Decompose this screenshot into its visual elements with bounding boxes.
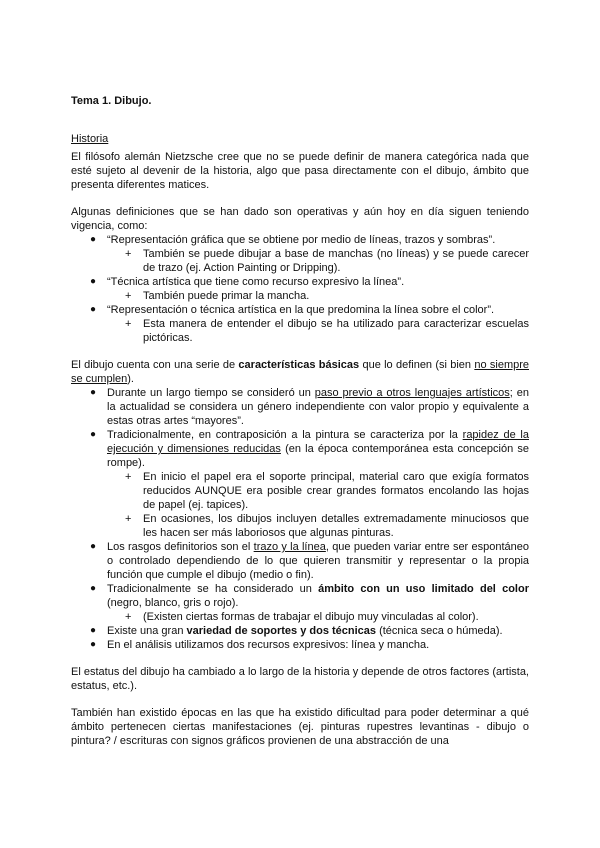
list-item: ● En el análisis utilizamos dos recursos expresivos: línea y mancha. [90,639,430,651]
paragraph-intro: El filósofo alemán Nietzsche cree que no se puede definir de manera categórica nada que esté sujeto al devenir de la historia, algo que pasa directamente con el dibujo, ámbito que presenta diferentes matices. [71,151,529,191]
list-item: ● Durante un largo tiempo se consideró un paso previo a otros lenguajes artísticos; en la actualidad se considera un género independiente con valor propio y equivalente a estas otras artes “mayores”. [90,387,529,427]
paragraph-epochs: También han existido épocas en las que ha existido dificultad para poder determinar a qué ámbito pertenecen ciertas manifestaciones (ej. pinturas rupestres levantinas - dibujo o pintura? / escrituras con signos gráficos provienen de una abstracción de una [71,707,529,747]
bullet-icon: ● [90,625,97,636]
bullet-icon: ● [90,429,97,440]
plus-bullet-icon: + [125,318,132,330]
plus-bullet-icon: + [125,290,132,302]
bullet-icon: ● [90,276,97,287]
document-title: Tema 1. Dibujo. [71,95,152,107]
list-item: ● Tradicionalmente se ha considerado un ámbito con un uso limitado del color (negro, blanco, gris o rojo). + (Existen ciertas formas de trabajar el dibujo muy vinculadas al color). [90,583,529,623]
sub-list-item: + En inicio el papel era el soporte principal, material caro que exigía formatos reducidos AUNQUE era posible crear grandes formatos encolando las hojas de papel (ej. tapices). [125,471,529,511]
characteristics-list [71,386,529,652]
sub-list-item: + (Existen ciertas formas de trabajar el dibujo muy vinculadas al color). [125,611,479,623]
plus-bullet-icon: + [125,513,132,525]
sub-list-item: + En ocasiones, los dibujos incluyen detalles extremadamente minuciosos que les hacen ser más laboriosos que algunas pinturas. [125,513,529,539]
bullet-icon: ● [90,304,97,315]
bullet-icon: ● [90,234,97,245]
sub-list-item: + También puede primar la mancha. [125,290,310,302]
plus-bullet-icon: + [125,248,132,260]
paragraph-status: El estatus del dibujo ha cambiado a lo largo de la historia y depende de otros factores (artista, estatus, etc.). [71,666,529,692]
document-body [71,94,529,748]
plus-bullet-icon: + [125,471,132,483]
definitions-list [71,233,529,345]
list-item: ● Tradicionalmente, en contraposición a la pintura se caracteriza por la rapidez de la ejecución y dimensiones reducidas (en la época contemporánea esta concepción se rompe). + En inicio el papel era el soporte principal, material caro que exigía formatos reducidos AUNQUE era posible crear grandes formatos encolando las hojas de papel (ej. tapices). + En ocasiones, los dibujos incluyen detalles extremadamente minuciosos que les hacen ser más laboriosos que algunas pinturas. [90,429,529,539]
list-item: ● “Representación o técnica artística en la que predomina la línea sobre el color”. + Esta manera de entender el dibujo se ha utilizado para caracterizar escuelas pictóricas. [90,304,529,344]
bullet-icon: ● [90,387,97,398]
plus-bullet-icon: + [125,611,132,623]
list-item: ● “Técnica artística que tiene como recurso expresivo la línea”. + También puede primar la mancha. [71,275,529,303]
bullet-icon: ● [90,639,97,650]
sub-list-item: + También se puede dibujar a base de manchas (no líneas) y se puede carecer de trazo (ej. Action Painting or Dripping). [125,248,529,274]
list-item: ● Existe una gran variedad de soportes y dos técnicas (técnica seca o húmeda). [90,625,503,637]
paragraph-characteristics: El dibujo cuenta con una serie de características básicas que lo definen (si bien no siempre se cumplen). [71,359,529,385]
sub-list-item: + Esta manera de entender el dibujo se ha utilizado para caracterizar escuelas pictóricas. [125,318,529,344]
section-heading: Historia [71,133,109,145]
bullet-icon: ● [90,583,97,594]
list-item: ● Los rasgos definitorios son el trazo y la línea, que pueden variar entre ser espontáneo o controlado dependiendo de lo que quieren transmitir y representar o la propia función que cumple el dibujo (medio o fin). [90,541,530,581]
paragraph-definitions: Algunas definiciones que se han dado son operativas y aún hoy en día siguen teniendo vigencia, como: [71,206,529,232]
list-item: ● “Representación gráfica que se obtiene por medio de líneas, trazos y sombras”. + También se puede dibujar a base de manchas (no líneas) y se puede carecer de trazo (ej. Action Painting or Dripping). [90,234,529,274]
bullet-icon: ● [90,541,97,552]
